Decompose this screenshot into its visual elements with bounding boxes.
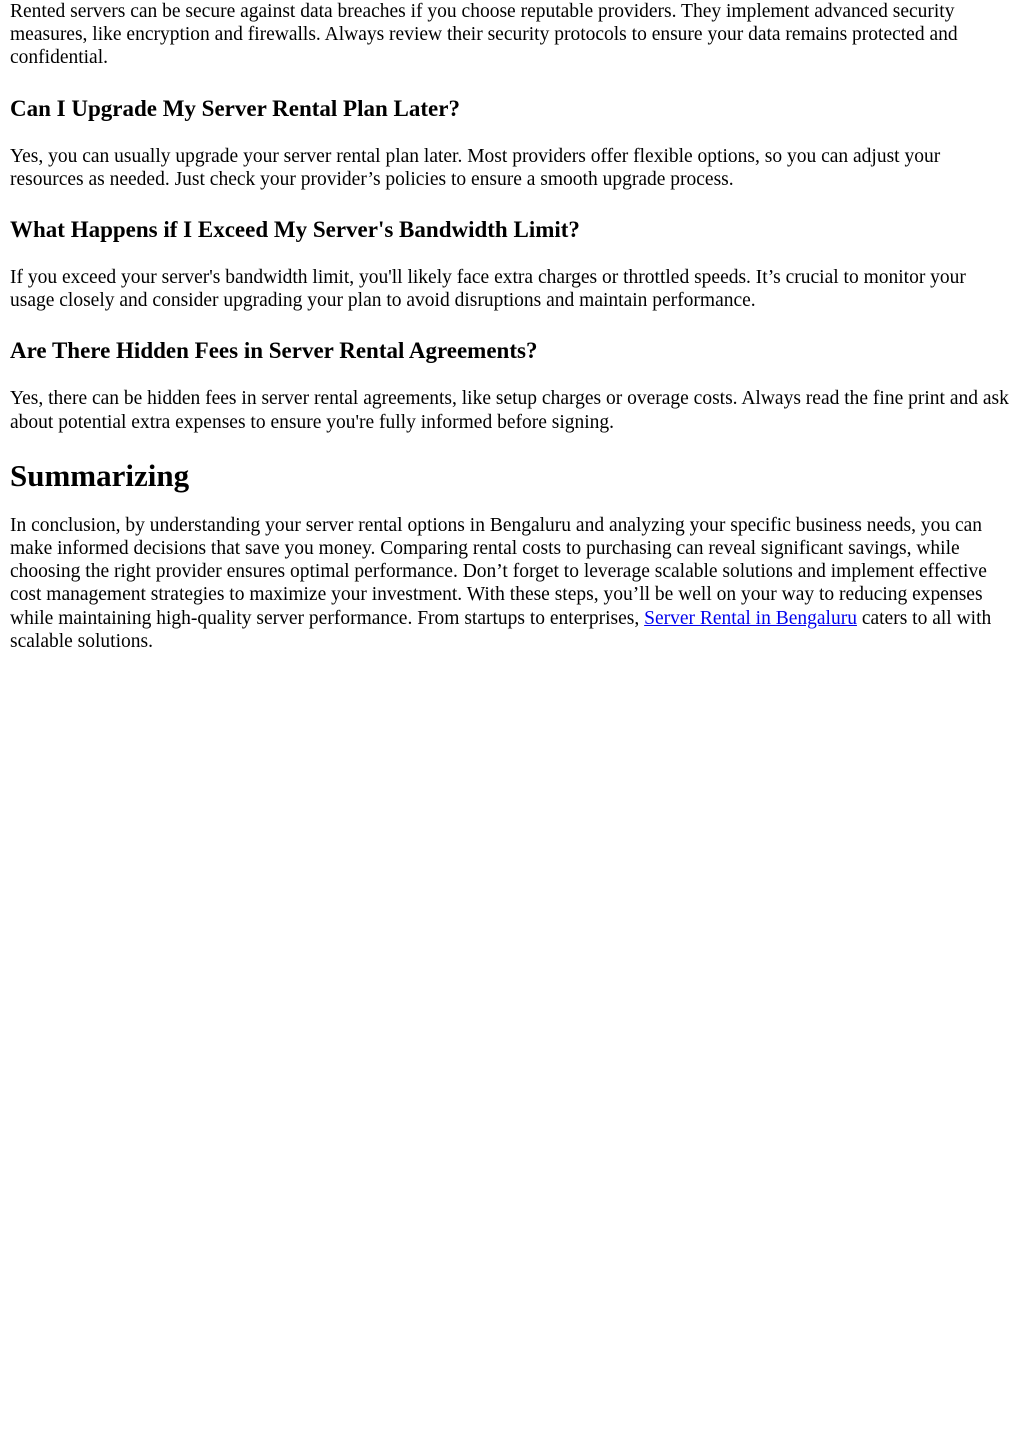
server-rental-bengaluru-link[interactable]: Server Rental in Bengaluru — [644, 607, 857, 629]
faq-question-upgrade: Can I Upgrade My Server Rental Plan Later? — [10, 95, 460, 121]
faq-question-hidden-fees: Are There Hidden Fees in Server Rental Agreements? — [10, 338, 538, 364]
summary-heading: Summarizing — [10, 457, 190, 493]
summary-paragraph — [10, 514, 1014, 653]
faq-question-bandwidth: What Happens if I Exceed My Server's Bandwidth Limit? — [10, 217, 580, 243]
faq-answer-upgrade: Yes, you can usually upgrade your server rental plan later. Most providers offer flexible options, so you can adjust your resources as needed. Just check your provider’s policies to ensure a smooth upgrade process. — [10, 145, 941, 190]
summary-text-after-link: caters to all with scalable solutions. — [10, 607, 992, 652]
faq-answer-bandwidth: If you exceed your server's bandwidth limit, you'll likely face extra charges or throttled speeds. It’s crucial to monitor your usage closely and consider upgrading your plan to avoid disruptions and maintain performance. — [10, 267, 966, 312]
faq-answer-hidden-fees: Yes, there can be hidden fees in server rental agreements, like setup charges or overage costs. Always read the fine print and ask about potential extra expenses to ensure you're fully informed before signing. — [10, 388, 1009, 433]
intro-paragraph: Rented servers can be secure against data breaches if you choose reputable providers. They implement advanced security measures, like encryption and firewalls. Always review their security protocols to ensure your data remains protected and confidential. — [10, 1, 958, 69]
summary-text-before-link: In conclusion, by understanding your server rental options in Bengaluru and analyzing your specific business needs, you can make informed decisions that save you money. Comparing rental costs to purchasing can reveal significant savings, while choosing the right provider ensures optimal performance. Don’t forget to leverage scalable solutions and implement effective cost management strategies to maximize your investment. With these steps, you’ll be well on your way to reducing expenses while maintaining high-quality server performance. From startups to enterprises, — [10, 514, 987, 629]
document-page — [0, 0, 1024, 653]
